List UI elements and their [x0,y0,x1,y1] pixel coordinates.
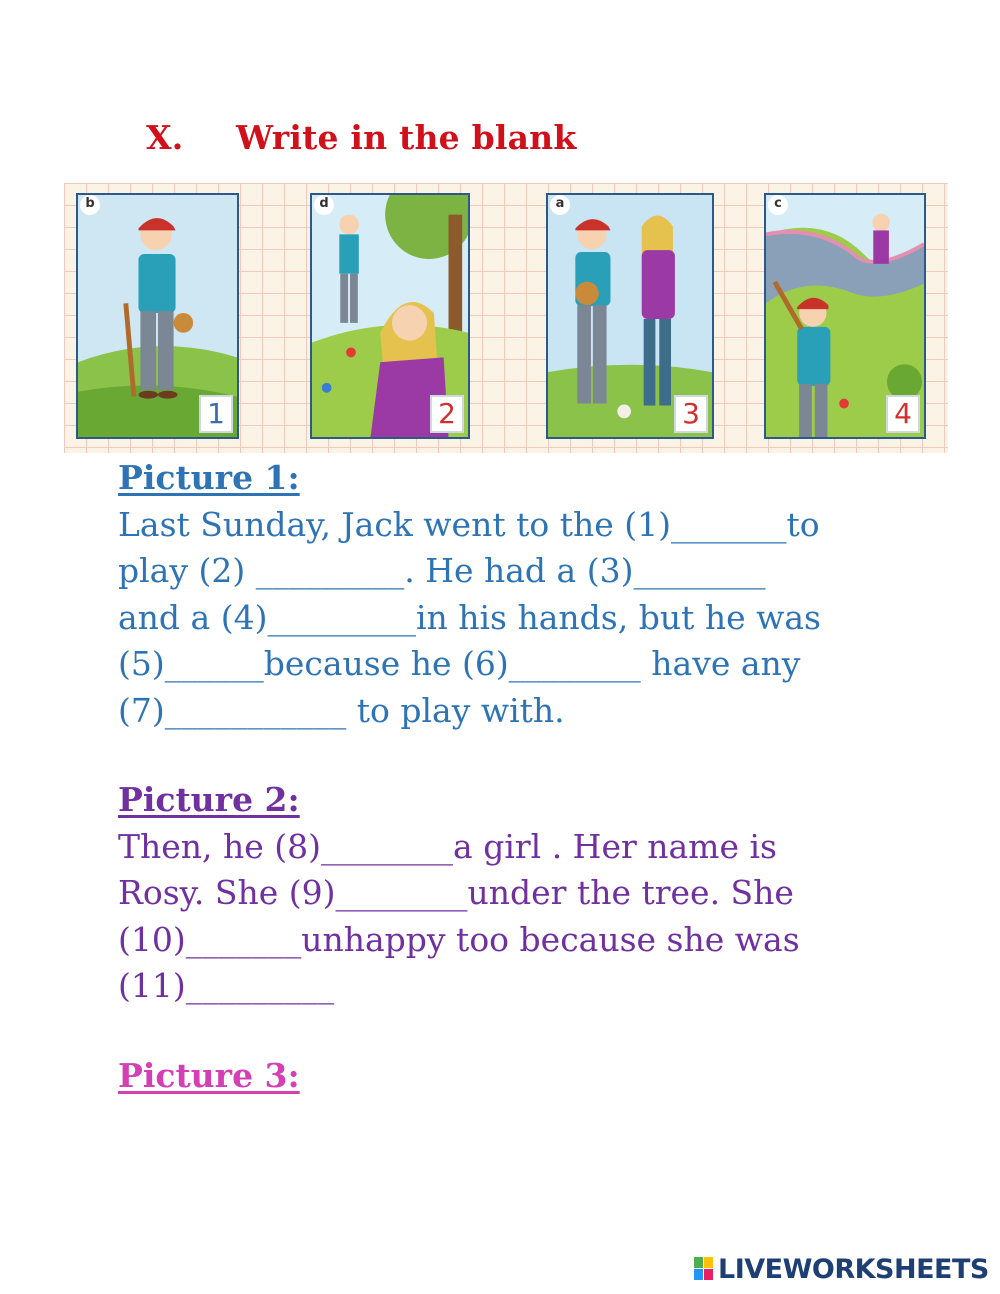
picture-1-line[interactable]: Last Sunday, Jack went to the (1)_______to [118,504,820,544]
picture-panel-4 [764,193,926,439]
picture-letter: b [80,195,100,215]
picture-3-title: Picture 3: [118,1056,300,1095]
picture-strip [64,183,948,453]
picture-letter: d [314,195,334,215]
picture-1-title: Picture 1: [118,458,300,497]
picture-letter: a [550,195,570,215]
picture-1-line[interactable]: (7)___________ to play with. [118,690,565,730]
picture-1-line[interactable]: play (2) _________. He had a (3)________ [118,551,766,590]
liveworksheets-logo [694,1253,989,1285]
picture-panel-1 [76,193,239,439]
picture-2-section [118,777,898,1010]
logo-text: LIVEWORKSHEETS [718,1253,989,1285]
picture-number: 1 [199,395,233,433]
exercise-number: X. [146,118,184,157]
picture-3-section [118,1053,898,1100]
picture-2-line[interactable]: Rosy. She (9)________under the tree. She [118,873,794,912]
picture-2-line[interactable]: (11)_________ [118,966,335,1005]
picture-2-title: Picture 2: [118,780,300,819]
picture-1-line[interactable]: and a (4)_________in his hands, but he was [118,597,821,637]
exercise-title: Write in the blank [236,118,577,157]
picture-1-line[interactable]: (5)______because he (6)________ have any [118,644,801,683]
picture-number: 3 [674,395,708,433]
picture-number: 4 [886,395,920,433]
picture-panel-2 [310,193,470,439]
picture-number: 2 [430,395,464,433]
picture-2-line[interactable]: (10)_______unhappy too because she was [118,919,800,959]
picture-panel-3 [546,193,714,439]
logo-mark-icon [694,1257,714,1281]
picture-letter: c [768,195,788,215]
picture-1-section [118,455,898,734]
exercise-heading [146,118,576,157]
picture-2-line[interactable]: Then, he (8)________a girl . Her name is [118,826,777,866]
